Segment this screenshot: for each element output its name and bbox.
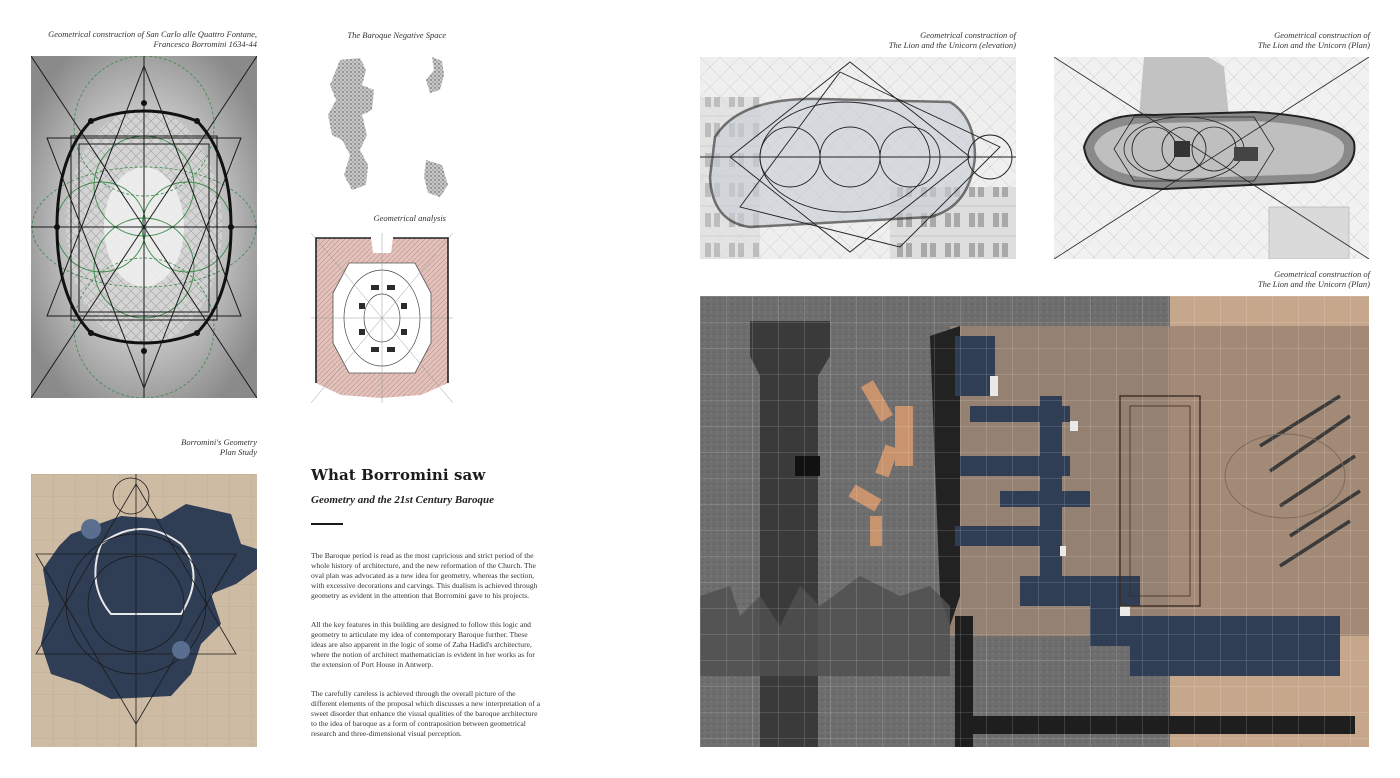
caption-geometrical-analysis [300, 213, 446, 223]
caption-lion-plan-big [1170, 269, 1370, 289]
caption-negative-space-text: The Baroque Negative Space [347, 30, 446, 40]
caption-san-carlo [40, 29, 257, 49]
caption-lion-elevation [820, 30, 1016, 50]
caption-lion-plan-big-line2: The Lion and the Unicorn (Plan) [1257, 279, 1370, 289]
caption-lion-plan-top [1170, 30, 1370, 50]
caption-lion-plan-top-line1: Geometrical construction of [1274, 30, 1370, 40]
caption-san-carlo-line2: Francesco Borromini 1634-44 [153, 39, 257, 49]
article-title: What Borromini saw [311, 466, 486, 484]
caption-borromini-geometry-line1: Borromini's Geometry [181, 437, 257, 447]
article-paragraph-3: The carefully careless is achieved through the overall picture of the different elements of the proposal which discusses a new interpretation of a sweet disorder that enhance the visual qualities of the baroque architecture to the idea of baroque as a form of contraposition between geometrical research and three-dimensional visual perception. [311, 689, 541, 738]
title-divider [311, 523, 343, 525]
lion-unicorn-plan-small-drawing [1054, 57, 1369, 259]
caption-san-carlo-line1: Geometrical construction of San Carlo alle Quattro Fontane, [48, 29, 257, 39]
caption-negative-space [300, 30, 446, 40]
article-paragraph-1: The Baroque period is read as the most capricious and strict period of the whole history of architecture, and the new reformation of the Church. The oval plan was advocated as a new idea for geometry, whereas the section, with excessive decorations and carvings. This dualism is achieved through geometry as evident in the attention that Borromini gave to his projects. [311, 551, 538, 600]
san-carlo-dome-drawing [31, 56, 257, 398]
article-paragraph-2: All the key features in this building are designed to follow this logic and geometry to articulate my idea of contemporary Baroque further. These ideas are also apparent in the logic of some of Zaha Hadid's architecture, where the notion of architect mathematician is evident in her works as for the extension of Port House in Antwerp. [311, 620, 535, 669]
caption-geometrical-analysis-text: Geometrical analysis [373, 213, 446, 223]
caption-borromini-geometry [120, 437, 257, 457]
borromini-plan-study-drawing [31, 474, 257, 747]
lion-unicorn-plan-large-drawing [700, 296, 1369, 747]
geometrical-analysis-drawing [311, 233, 453, 403]
lion-unicorn-elevation-drawing [700, 57, 1016, 259]
caption-lion-elevation-line1: Geometrical construction of [920, 30, 1016, 40]
caption-lion-elevation-line2: The Lion and the Unicorn (elevation) [888, 40, 1016, 50]
article-subtitle: Geometry and the 21st Century Baroque [311, 494, 495, 506]
baroque-negative-space-drawing [322, 55, 454, 200]
caption-borromini-geometry-line2: Plan Study [219, 447, 257, 457]
caption-lion-plan-big-line1: Geometrical construction of [1274, 269, 1370, 279]
caption-lion-plan-top-line2: The Lion and the Unicorn (Plan) [1257, 40, 1370, 50]
